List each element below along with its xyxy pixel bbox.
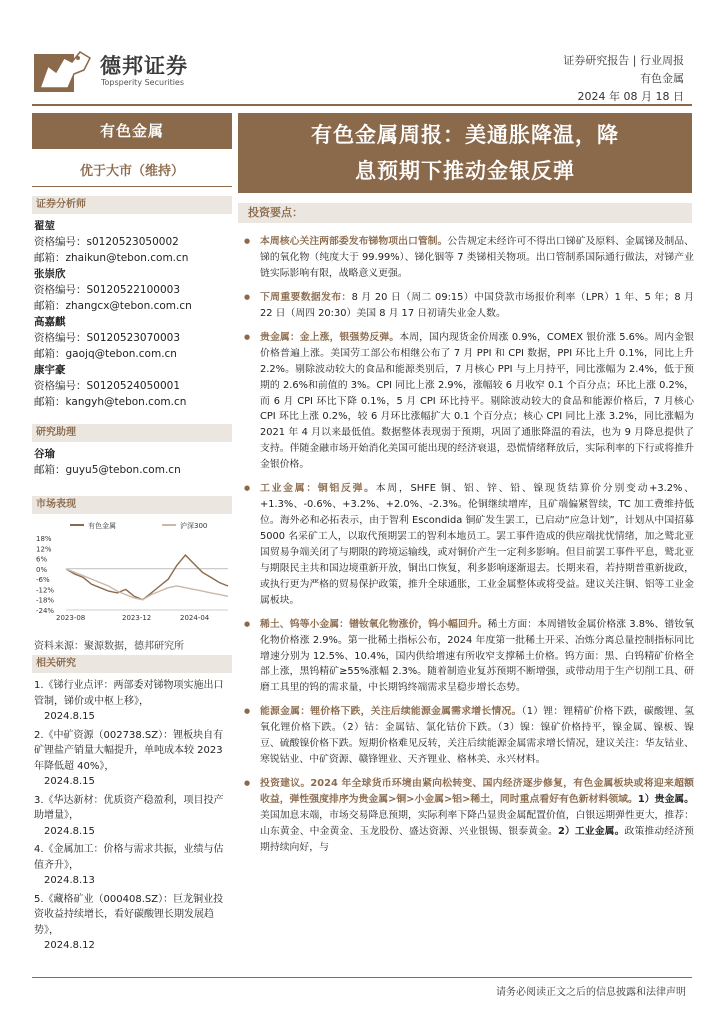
- footer-disclaimer: 请务必阅读正文之后的信息披露和法律声明: [496, 987, 686, 998]
- market-heading: 市场表现: [32, 496, 232, 514]
- analyst-cert: 资格编号：s0120523050002: [34, 236, 179, 248]
- header-sector: 有色金属: [640, 72, 684, 85]
- point-text: 8 月 20 日（周二 09:15）中国贷款市场报价利率（LPR）1 年、5 年；8 月 22 日（周四 20:30）美国 8 月 17 日初请失业金人数。: [260, 291, 694, 319]
- y-tick-label: 18%: [36, 535, 52, 543]
- point-lead: 投资建议。2024 年全球货币环境由紧向松转变、国内经济逐步修复，有色金属板块或将迎来超额收益，弹性强度排序为贵金属>铜>小金属>铝>稀土，同时重点看好有色新材料领域。: [260, 778, 694, 806]
- footer-divider: [32, 977, 692, 978]
- y-tick-label: -18%: [36, 596, 55, 605]
- analyst-email[interactable]: 邮箱：gaojq@tebon.com.cn: [34, 348, 177, 360]
- market-chart: [32, 518, 232, 628]
- analyst-entry: [34, 314, 230, 362]
- point-paragraph: [244, 617, 694, 697]
- analyst-name: 张崇欣: [34, 268, 66, 280]
- point-text: （1）锂：锂精矿价格下跌，碳酸锂、氢氧化锂价格下跌。（2）钴：金属钴、氯化钴价下跌。（3）镍：镍矿价格持平，镍金属、镍板、镍豆、硫酸镍价格下跌。短期价格难见反转，关注后续能源金属需求增长情况，建议关注：华友钴业、寒锐钴业、中矿资源、赣锋锂业、天齐锂业、格林美、永兴材料。: [260, 706, 694, 766]
- point-lead: 下周重要数据发布：: [260, 291, 352, 303]
- rating: 优于大市（维持）: [79, 164, 184, 179]
- analyst-name: 高嘉麒: [34, 316, 66, 328]
- point-lead: 稀土、钨等小金属：镨钕氧化物涨价，钨小幅回升。: [260, 618, 488, 630]
- doc-type: 证券研究报告 | 行业周报: [563, 54, 684, 67]
- analyst-name: 康宇豪: [34, 364, 66, 376]
- point-lead: 本周核心关注两部委发布锑物项出口管制。: [260, 236, 448, 247]
- related-title: 3.《华达新材：优质资产稳盈利，项目投产助增量》，: [34, 794, 224, 821]
- series-line: [66, 555, 228, 600]
- x-tick-label: 2023-08: [56, 614, 86, 622]
- point-paragraph: [244, 481, 694, 608]
- point-text: 政策推动经济预期持续向好，与: [260, 825, 694, 853]
- key-points-heading: 投资要点：: [238, 203, 692, 223]
- assistant-name: 谷瑜: [34, 448, 55, 460]
- y-tick-label: -24%: [36, 607, 55, 615]
- related-list: [34, 678, 230, 957]
- report-date: 2024 年 08 月 18 日: [577, 90, 684, 103]
- assistant-email[interactable]: 邮箱：guyu5@tebon.com.cn: [34, 464, 181, 476]
- chart-source: 资料来源：聚源数据，德邦研究所: [34, 641, 184, 652]
- related-heading: 相关研究: [32, 655, 232, 673]
- assistant-entry: [34, 446, 230, 478]
- point-text: 稀土方面：本周镨钕金属价格涨 3.8%、镨钕氧化物价格涨 2.9%。第一批稀土指标公布，2024 年度第一批稀土开采、冶炼分离总量控制指标同比增速分别为 12.5%、10.4%，国内供给增速有所收窄支撑稀土价格。钨方面：黑、白钨精矿价格全部上涨，黑钨精矿≥55%涨幅 2.3%。随着制造业复苏预期不断增强，或带动用于生产切削工具、研磨工具里的钨的需求量，中长期钨终端需求呈稳步增长态势。: [260, 618, 694, 694]
- point-lead: 工业金属：铜铝反弹。: [260, 483, 376, 495]
- point-paragraph: [244, 330, 694, 473]
- analyst-cert: 资格编号：S0120524050001: [34, 380, 181, 392]
- point-paragraph: [244, 234, 694, 282]
- related-date: 2024.8.12: [44, 940, 95, 951]
- analyst-entry: [34, 362, 230, 410]
- analyst-email[interactable]: 邮箱：zhangcx@tebon.com.cn: [34, 300, 192, 312]
- y-tick-label: 6%: [36, 555, 48, 564]
- y-tick-label: 12%: [36, 545, 52, 554]
- analyst-list: [34, 218, 230, 410]
- related-date: 2024.8.15: [44, 711, 95, 722]
- point-strong: 1）贵金属。: [637, 794, 694, 806]
- related-item[interactable]: [34, 793, 230, 840]
- x-tick-label: 2024-04: [180, 614, 210, 622]
- analysts-heading: 证券分析师: [32, 196, 232, 214]
- legend-label: 有色金属: [88, 522, 116, 530]
- y-tick-label: 0%: [36, 565, 48, 574]
- point-paragraph: [244, 776, 694, 856]
- market-chart-svg: [32, 518, 232, 628]
- related-item[interactable]: [34, 892, 230, 954]
- sector-label: 有色金属: [32, 113, 232, 149]
- point-text: 本周，国内现货金价周涨 0.9%，COMEX 银价涨 5.6%。周内金银价格普遍上涨。美国劳工部公布相继公布了 7 月 PPI 和 CPI 数据，PPI 环比上升 0.1%，同比上升 2.2%。剔除波动较大的食品和能源类别后，7 月核心 PPI 与上月持平，同比涨幅为 2.4%，低于预期的 2.6%和前值的 3%。CPI 同比上涨 2.9%，涨幅较 6 月收窄 0.1 个百分点；环比上涨 0.2%，而 6 月 CPI 环比下降 0.1%，5 月 CPI 环比持平。剔除波动较大的食品和能源价格后，7 月核心 CPI 环比上涨 0.2%，较 6 月环比涨幅扩大 0.1 个百分点；核心 CPI 同比上涨 3.2%，同比涨幅为 2021 年 4 月以来最低值。数据整体表现弱于预期，巩固了通胀降温的看法，也为 9 月降息提供了支持。伴随金融市场开始消化美国可能出现的经济衰退，恐慌情绪释放后，实际利率的下行或将推升金银价格。: [260, 331, 694, 471]
- report-title: [238, 113, 692, 193]
- point-lead: 贵金属：金上涨，银强势反弹。: [260, 331, 400, 343]
- related-date: 2024.8.15: [44, 825, 95, 837]
- analyst-name: 翟堃: [34, 220, 55, 232]
- key-points-body: [244, 234, 694, 864]
- x-tick-label: 2023-12: [122, 614, 152, 622]
- related-item[interactable]: [34, 728, 230, 790]
- point-paragraph: [244, 290, 694, 322]
- report-header-info: [563, 52, 684, 106]
- analyst-email[interactable]: 邮箱：zhaikun@tebon.com.cn: [34, 252, 189, 264]
- related-item[interactable]: [34, 842, 230, 889]
- sidebar-divider: [32, 186, 232, 187]
- brand-name-en: Topsperity Securities: [101, 78, 185, 87]
- related-date: 2024.8.15: [44, 776, 95, 787]
- brand-logo: [34, 48, 194, 94]
- legend-label: 沪深300: [180, 522, 208, 530]
- analyst-cert: 资格编号：S0120522100003: [34, 284, 181, 296]
- point-lead: 能源金属：锂价格下跌，关注后续能源金属需求增长情况。: [260, 706, 522, 718]
- assistant-heading: 研究助理: [32, 424, 232, 442]
- header-divider: [32, 104, 692, 106]
- related-title: 4.《金属加工：价格与需求共振，业绩与估值齐升》，: [34, 844, 224, 871]
- related-date: 2024.8.13: [44, 875, 95, 886]
- point-strong: 2）工业金属。: [558, 825, 625, 837]
- point-text: 公告规定未经许可不得出口锑矿及原料、金属锑及制品、锑的氧化物（纯度大于 99.99%）、锑化铟等 7 类锑相关物项。出口管制系国际通行做法，对锑产业链实际影响有限，战略意义更强。: [260, 236, 694, 279]
- title-line-2: 息预期下推动金银反弹: [355, 159, 575, 183]
- logo-emblem-icon: [34, 48, 94, 94]
- analyst-email[interactable]: 邮箱：kangyh@tebon.com.cn: [34, 396, 187, 408]
- point-paragraph: [244, 704, 694, 768]
- analyst-entry: [34, 218, 230, 266]
- title-line-1: 有色金属周报：美通胀降温，降: [311, 123, 619, 147]
- y-tick-label: -6%: [36, 576, 50, 585]
- related-item[interactable]: [34, 678, 230, 725]
- point-text: 本周，SHFE 铜、铝、锌、铅、镍现货结算价分别变动+3.2%、+1.3%、-0.6%、+3.2%、+2.0%、-2.3%。伦铜继续增库，且矿端偏紧智续，TC 加工费维持低位。海外必和必拓表示，由于智利 Escondida 铜矿发生罢工，已启动“应急计划”，计划从中国招募 5000 名采矿工人，以取代预期罢工的智利本地员工。罢工事件造成的供应端扰忧情绪，加之鹫北亚国贸易争端关闭了与期限的跨境运输线，或对铜价产生一定利多影响。但目前罢工事件平息，鹫北亚与期限民主共和国边境重新开放，铜出口恢复，利多影响逐渐退去。长期来看，若持期普重新拢政，或执行更为严格的贸易保护政策，推升全球通胀，工业金属整体或将受益。建议关注铜、铝等工业金属板块。: [260, 483, 694, 606]
- related-title: 5.《藏格矿业（000408.SZ）：巨龙铜业投资收益持续增长，看好碳酸锂长期发展趋势》，: [34, 893, 224, 936]
- y-tick-label: -12%: [36, 586, 55, 595]
- brand-name-cn: 德邦证券: [100, 54, 188, 78]
- point-text: 美国加息末端，市场交易降息预期，实际利率下降凸显贵金属配置价值，白银远期弹性更大，推荐：山东黄金、中金黄金、玉龙股份、盛达资源、兴业银锡、银泰黄金。: [260, 810, 694, 837]
- analyst-entry: [34, 266, 230, 314]
- related-title: 2.《中矿资源（002738.SZ）：锂板块自有矿锂盐产销量大幅提升，单吨成本较 2023 年降低超 40%》，: [34, 729, 224, 772]
- analyst-cert: 资格编号：S0120523070003: [34, 332, 181, 344]
- related-title: 1.《锑行业点评：两部委对锑物项实施出口管制，锑价或中枢上移》，: [34, 680, 224, 707]
